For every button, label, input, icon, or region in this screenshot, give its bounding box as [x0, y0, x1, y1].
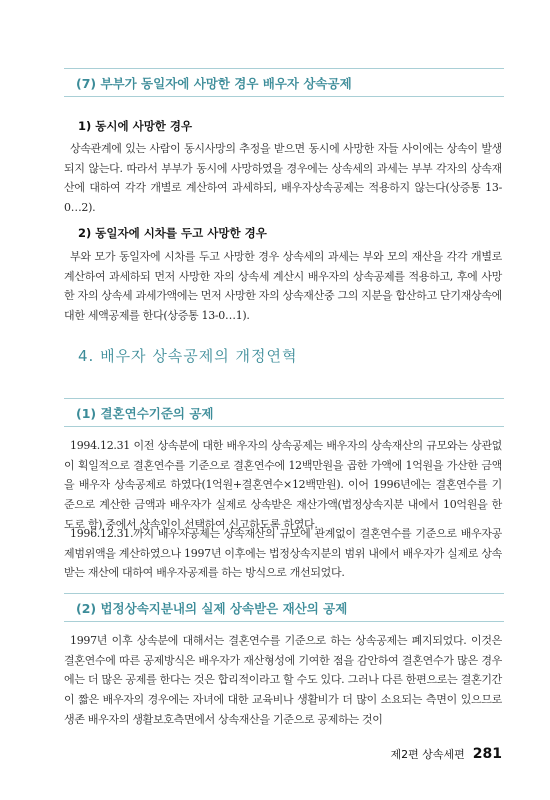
subheading-sequential-death: 2) 동일자에 시차를 두고 사망한 경우 — [78, 226, 267, 240]
section-banner-7 — [64, 68, 504, 97]
paragraph-marriage-years-2: 1996.12.31.까지 배우자공제는 상속재산의 규모에 관계없이 결혼연수를 기준으로 배우자공제범위액을 계산하였으나 1997년 이후에는 법정상속지분의 범위 내에서 배우자가 실제로 상속받는 재산에 대하여 배우자공제를 하는 방식으로 개선되었다. — [64, 527, 502, 580]
subheading-simultaneous-death: 1) 동시에 사망한 경우 — [78, 119, 193, 133]
section-title: (1) 결혼연수기준의 공제 — [76, 405, 214, 421]
section-title: (2) 법정상속지분내의 실제 상속받은 재산의 공제 — [76, 600, 348, 616]
page-number: 281 — [472, 746, 502, 762]
chapter-title: 4. 배우자 상속공제의 개정연혁 — [78, 347, 298, 365]
section-banner-1 — [64, 398, 504, 427]
paragraph-simultaneous-death: 상속관계에 있는 사람이 동시사망의 추정을 받으면 동시에 사망한 자들 사이에는 상속이 발생되지 않는다. 따라서 부부가 동시에 사망하였을 경우에는 상속세의 과세는 부부 각자의 상속재산에 대하여 각각 개별로 계산하여 과세하되, 배우자상속공제는 적용하지 않는다(상증통 13-0…2). — [64, 142, 502, 215]
section-banner-2 — [64, 593, 504, 622]
paragraph-statutory-share: 1997년 이후 상속분에 대해서는 결혼연수를 기준으로 하는 상속공제는 폐지되었다. 이것은 결혼연수에 따른 공제방식은 배우자가 재산형성에 기여한 점을 감안하여 결혼연수가 많은 경우에는 더 많은 공제를 한다는 것은 합리적이라고 할 수도 있다. 그러나 다른 한편으로는 결혼기간이 짧은 배우자의 경우에는 자녀에 대한 교육비나 생활비가 더 많이 소요되는 측면이 있으므로 생존 배우자의 생활보호측면에서 상속재산을 기준으로 공제하는 것이 — [64, 634, 502, 726]
section-title: (7) 부부가 동일자에 사망한 경우 배우자 상속공제 — [76, 75, 352, 91]
paragraph-marriage-years-1: 1994.12.31 이전 상속분에 대한 배우자의 상속공제는 배우자의 상속재산의 규모와는 상관없이 획일적으로 결혼연수를 기준으로 결혼연수에 12백만원을 곱한 가액에 1억원을 가산한 금액을 배우자 상속공제로 하였다(1억원+결혼연수×12백만원). 이어 1996년에는 결혼연수를 기준으로 계산한 금액과 배우자가 실제로 상속받은 재산가액(법정상속지분 내에서 10억원을 한도로 함) 중에서 상속인이 선택하여 신고하도록 하였다. — [64, 439, 502, 531]
paragraph-sequential-death: 부와 모가 동일자에 시차를 두고 사망한 경우 상속세의 과세는 부와 모의 재산을 각각 개별로 계산하여 과세하되 먼저 사망한 자의 상속세 계산시 배우자의 상속공제를 적용하고, 후에 사망한 자의 상속세 과세가액에는 먼저 사망한 자의 상속재산중 그의 지분을 합산하고 단기재상속에 대한 세액공제를 한다(상증통 13-0…1). — [64, 250, 502, 323]
page-footer — [391, 746, 503, 762]
footer-section-label: 제2편 상속세편 — [390, 748, 465, 761]
